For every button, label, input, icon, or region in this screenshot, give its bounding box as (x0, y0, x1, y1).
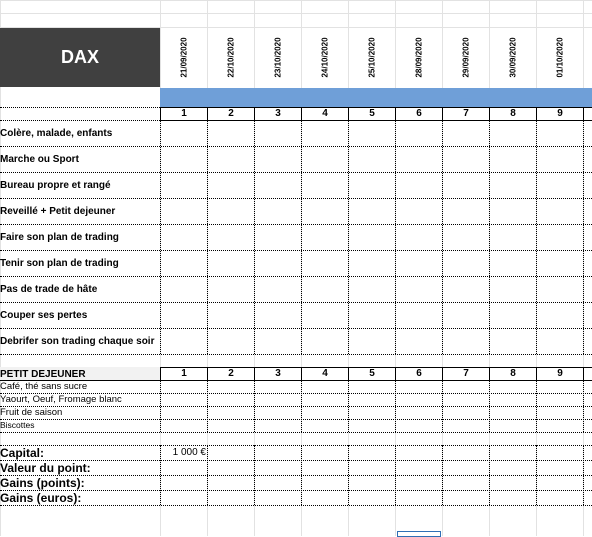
column-separator (583, 107, 584, 354)
date-text: 22/10/2020 (226, 37, 236, 78)
habit-label[interactable]: Colère, malade, enfants (0, 128, 113, 139)
day-number[interactable]: 1 (181, 368, 187, 379)
row-separator (0, 406, 592, 407)
column-separator (207, 107, 208, 354)
date-text: 01/10/2020 (555, 37, 565, 78)
habit-label[interactable]: Tenir son plan de trading (0, 258, 119, 269)
day-number[interactable]: 2 (228, 108, 234, 119)
column-separator (348, 445, 349, 505)
day-number[interactable]: 9 (557, 108, 563, 119)
date-header[interactable] (490, 28, 537, 87)
day-number[interactable]: 8 (510, 108, 516, 119)
date-header[interactable] (161, 28, 208, 87)
day-number[interactable]: 6 (416, 108, 422, 119)
blue-band-row (160, 88, 592, 107)
column-separator (348, 107, 349, 354)
habit-label[interactable]: Bureau propre et rangé (0, 180, 111, 191)
breakfast-item[interactable]: Fruit de saison (0, 407, 63, 418)
date-text: 29/09/2020 (461, 37, 471, 78)
column-separator (395, 107, 396, 354)
column-separator (583, 445, 584, 505)
column-separator (489, 107, 490, 354)
row-separator (0, 250, 592, 251)
row-separator (0, 475, 592, 476)
sheet-title[interactable] (0, 28, 160, 87)
day-number[interactable]: 7 (463, 108, 469, 119)
column-separator (301, 107, 302, 354)
habit-label[interactable]: Debrifer son trading chaque soir (0, 336, 155, 347)
column-separator (254, 107, 255, 354)
row-separator (0, 146, 592, 147)
column-separator (207, 445, 208, 505)
column-separator (489, 445, 490, 505)
row-separator (0, 328, 592, 329)
column-separator (442, 107, 443, 354)
day-number[interactable]: 8 (510, 368, 516, 379)
number-row-bottom-border (160, 120, 592, 121)
sheet-title-text: DAX (60, 47, 99, 67)
day-number[interactable]: 5 (369, 108, 375, 119)
breakfast-item[interactable]: Biscottes (0, 420, 35, 430)
row-separator (0, 505, 592, 506)
capital-value[interactable]: 1 000 € (172, 447, 206, 458)
row-separator (0, 224, 592, 225)
date-text: 25/10/2020 (367, 37, 377, 78)
grid-row-line (0, 13, 592, 14)
breakfast-item[interactable]: Café, thé sans sucre (0, 381, 88, 392)
row-separator (0, 445, 592, 446)
date-header[interactable] (396, 28, 443, 87)
column-separator (536, 445, 537, 505)
date-text: 21/09/2020 (179, 37, 189, 78)
habit-label[interactable]: Reveillé + Petit dejeuner (0, 206, 116, 217)
date-text: 24/10/2020 (320, 37, 330, 78)
day-number[interactable]: 9 (557, 368, 563, 379)
number-cell-border (583, 107, 584, 120)
column-separator (536, 107, 537, 354)
number-cell-border (583, 367, 584, 380)
day-number[interactable]: 3 (275, 108, 281, 119)
row-separator (0, 172, 592, 173)
row-separator (0, 490, 592, 491)
row-separator (0, 302, 592, 303)
point-value-label[interactable]: Valeur du point: (0, 461, 91, 475)
breakfast-header[interactable]: PETIT DEJEUNER (0, 369, 86, 380)
column-separator (301, 445, 302, 505)
selected-cell[interactable] (397, 531, 441, 537)
gains-euros-label[interactable]: Gains (euros): (0, 491, 82, 505)
row-separator (0, 276, 592, 277)
grid-row-line (0, 0, 592, 1)
date-header[interactable] (208, 28, 255, 87)
row-separator (0, 432, 592, 433)
day-number[interactable]: 4 (322, 368, 328, 379)
day-number[interactable]: 5 (369, 368, 375, 379)
date-text: 28/09/2020 (414, 37, 424, 78)
date-header[interactable] (443, 28, 490, 87)
gains-points-label[interactable]: Gains (points): (0, 476, 85, 490)
column-separator (254, 445, 255, 505)
row-separator (0, 354, 592, 355)
breakfast-row-bottom-border (0, 380, 592, 381)
habit-label[interactable]: Marche ou Sport (0, 154, 79, 165)
date-header[interactable] (255, 28, 302, 87)
date-text: 30/09/2020 (508, 37, 518, 78)
date-header[interactable] (302, 28, 349, 87)
date-header[interactable] (349, 28, 396, 87)
habit-label[interactable]: Faire son plan de trading (0, 232, 119, 243)
day-number[interactable]: 3 (275, 368, 281, 379)
day-number[interactable]: 6 (416, 368, 422, 379)
column-separator (160, 107, 161, 354)
capital-label[interactable]: Capital: (0, 446, 45, 460)
breakfast-item[interactable]: Yaourt, Oeuf, Fromage blanc (0, 394, 122, 405)
day-number[interactable]: 2 (228, 368, 234, 379)
date-header[interactable] (537, 28, 584, 87)
column-separator (395, 445, 396, 505)
day-number[interactable]: 1 (181, 108, 187, 119)
row-separator (0, 419, 592, 420)
column-separator (442, 445, 443, 505)
day-number[interactable]: 7 (463, 368, 469, 379)
row-separator (0, 198, 592, 199)
day-number[interactable]: 4 (322, 108, 328, 119)
habit-label[interactable]: Pas de trade de hâte (0, 284, 98, 295)
date-text: 23/10/2020 (273, 37, 283, 78)
habit-label[interactable]: Couper ses pertes (0, 310, 88, 321)
